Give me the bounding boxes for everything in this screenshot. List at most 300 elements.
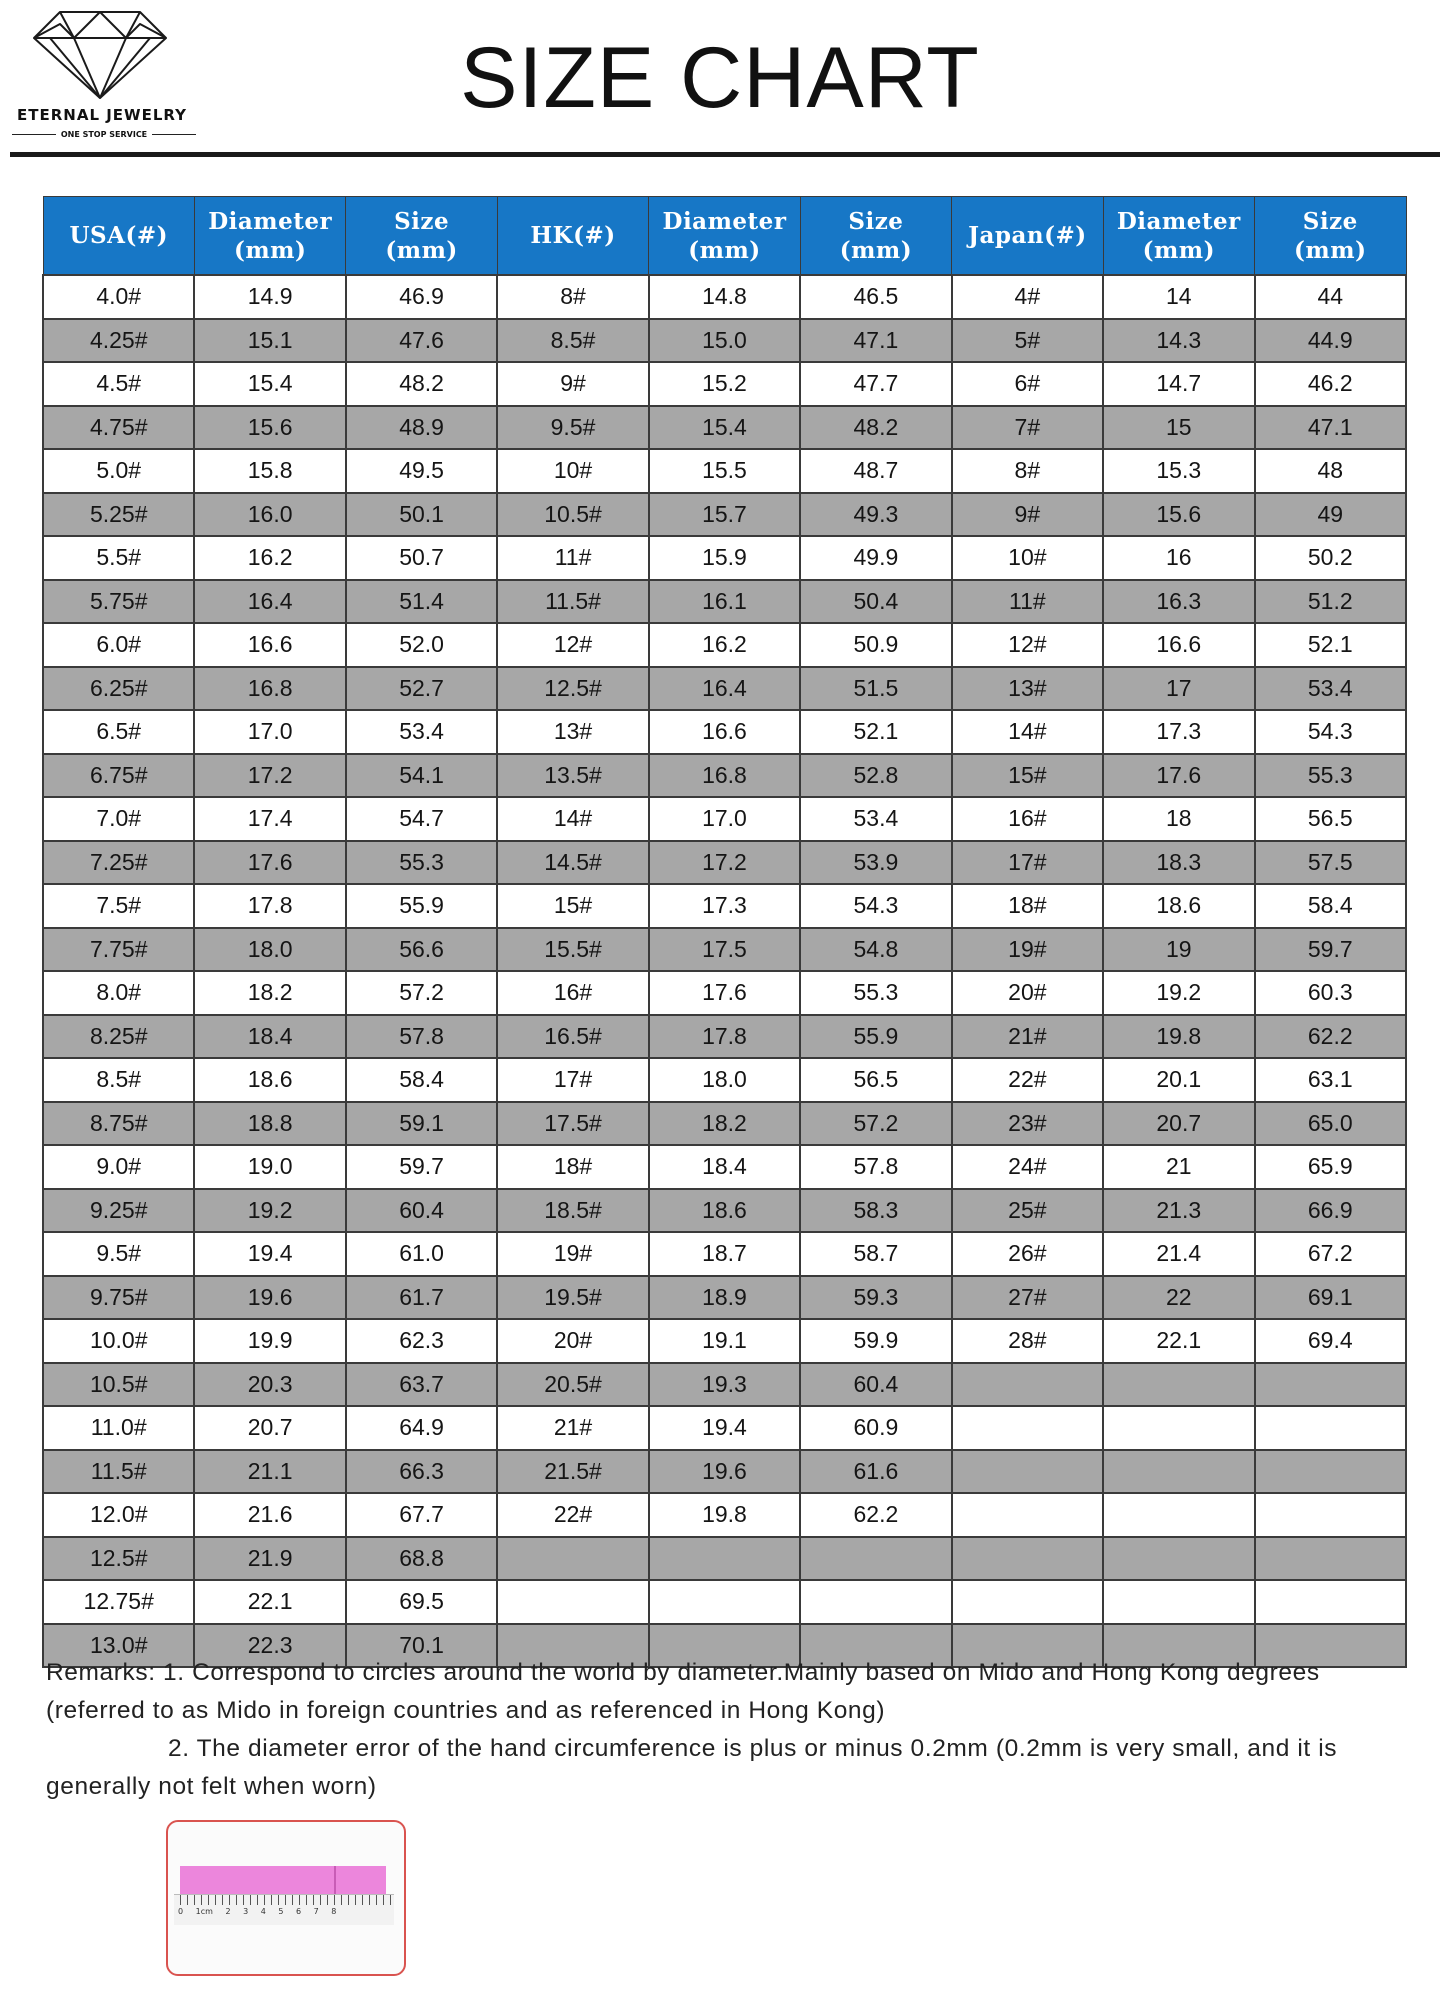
table-cell: 55.9 [800,1015,951,1059]
table-cell [1255,1493,1407,1537]
table-cell: 21.1 [194,1450,345,1494]
column-header-label: (mm) [1294,236,1367,264]
table-cell [952,1406,1103,1450]
column-header [800,197,951,276]
table-cell: 27# [952,1276,1103,1320]
table-cell: 16.8 [649,754,800,798]
table-cell [952,1450,1103,1494]
table-row [43,1145,1406,1189]
table-cell: 54.3 [800,884,951,928]
table-cell: 59.1 [346,1102,497,1146]
table-cell: 7.0# [43,797,194,841]
table-cell: 67.7 [346,1493,497,1537]
table-cell: 17.8 [194,884,345,928]
table-cell: 58.4 [1255,884,1407,928]
table-cell: 20# [497,1319,648,1363]
table-cell: 19.4 [649,1406,800,1450]
table-cell: 22.1 [1103,1319,1254,1363]
column-header-label: (mm) [1142,236,1215,264]
table-row [43,1493,1406,1537]
table-cell: 17.8 [649,1015,800,1059]
table-header [43,197,1406,276]
table-row [43,797,1406,841]
table-cell: 22.1 [194,1580,345,1624]
table-row [43,710,1406,754]
table-cell: 56.5 [1255,797,1407,841]
table-cell: 17.3 [649,884,800,928]
table-cell: 14.7 [1103,362,1254,406]
table-cell: 24# [952,1145,1103,1189]
table-cell: 59.7 [1255,928,1407,972]
table-cell: 46.5 [800,275,951,319]
table-cell: 18.6 [194,1058,345,1102]
table-cell: 16# [497,971,648,1015]
table-cell: 58.4 [346,1058,497,1102]
table-cell: 16.6 [649,710,800,754]
table-cell: 50.1 [346,493,497,537]
table-cell: 16.5# [497,1015,648,1059]
table-cell: 61.6 [800,1450,951,1494]
table-cell: 16.2 [194,536,345,580]
table-cell: 26# [952,1232,1103,1276]
table-cell: 15.7 [649,493,800,537]
table-cell [1103,1406,1254,1450]
table-cell [1103,1363,1254,1407]
pink-strip [180,1866,386,1894]
table-cell: 57.2 [346,971,497,1015]
table-cell [1103,1493,1254,1537]
table-cell: 20.7 [194,1406,345,1450]
table-cell: 15.4 [649,406,800,450]
table-cell: 17.2 [649,841,800,885]
table-cell: 16# [952,797,1103,841]
table-cell: 13# [497,710,648,754]
table-cell: 53.9 [800,841,951,885]
table-cell: 17# [497,1058,648,1102]
table-row [43,362,1406,406]
table-cell: 18.2 [194,971,345,1015]
size-chart-table [42,196,1407,1668]
table-cell: 11.5# [497,580,648,624]
table-cell: 17 [1103,667,1254,711]
table-cell [952,1363,1103,1407]
table-cell: 25# [952,1189,1103,1233]
table-cell: 12.5# [43,1537,194,1581]
table-cell: 66.3 [346,1450,497,1494]
table-cell: 17.2 [194,754,345,798]
table-cell: 6# [952,362,1103,406]
tagline-divider-left [12,134,56,135]
table-cell: 9.75# [43,1276,194,1320]
ruler-photo [166,1820,406,1976]
table-cell: 48 [1255,449,1407,493]
column-header-label: (mm) [839,236,913,264]
table-row [43,1537,1406,1581]
table-cell: 59.3 [800,1276,951,1320]
table-cell: 18# [952,884,1103,928]
table-cell: 4.75# [43,406,194,450]
table-cell: 62.2 [1255,1015,1407,1059]
table-cell: 52.8 [800,754,951,798]
table-cell: 54.3 [1255,710,1407,754]
table-cell [649,1537,800,1581]
table-cell: 6.0# [43,623,194,667]
table-cell [1255,1363,1407,1407]
table-cell: 49.5 [346,449,497,493]
table-cell: 46.9 [346,275,497,319]
table-cell: 22# [497,1493,648,1537]
table-cell [1103,1537,1254,1581]
column-header [346,197,497,276]
ruler-ticks [180,1895,392,1905]
table-cell: 52.1 [800,710,951,754]
table-cell: 60.9 [800,1406,951,1450]
table-cell: 18.7 [649,1232,800,1276]
table-cell: 46.2 [1255,362,1407,406]
table-cell: 10.5# [43,1363,194,1407]
table-cell: 16.0 [194,493,345,537]
brand-tagline-row [12,130,196,139]
table-cell: 20.7 [1103,1102,1254,1146]
table-cell [649,1580,800,1624]
table-cell: 15 [1103,406,1254,450]
table-cell: 55.3 [1255,754,1407,798]
table-cell: 18.6 [1103,884,1254,928]
table-cell: 19.4 [194,1232,345,1276]
table-cell: 13# [952,667,1103,711]
table-cell: 66.9 [1255,1189,1407,1233]
table-cell: 22 [1103,1276,1254,1320]
table-cell [1255,1537,1407,1581]
table-cell: 58.3 [800,1189,951,1233]
table-cell: 9# [952,493,1103,537]
table-cell: 19 [1103,928,1254,972]
column-header-label: Size [1302,207,1358,235]
table-cell: 15.4 [194,362,345,406]
table-cell: 18.3 [1103,841,1254,885]
table-cell: 19# [952,928,1103,972]
table-cell: 17.6 [1103,754,1254,798]
table-cell: 19.1 [649,1319,800,1363]
table-cell: 65.9 [1255,1145,1407,1189]
table-row [43,449,1406,493]
column-header-label: Size [394,207,450,235]
table-row [43,1406,1406,1450]
page-title: SIZE CHART [460,30,980,126]
table-cell: 51.4 [346,580,497,624]
table-cell: 69.5 [346,1580,497,1624]
table-row [43,1450,1406,1494]
table-cell: 19.2 [194,1189,345,1233]
column-header [952,197,1103,276]
table-cell: 51.2 [1255,580,1407,624]
table-cell: 19.8 [1103,1015,1254,1059]
table-cell [497,1580,648,1624]
remark-1: Remarks: 1. Correspond to circles around the world by diameter.Mainly based on Mido and Hong Kong degrees (referred to as Mido in foreign countries and as referenced in Hong Kong) [46,1659,1320,1724]
table-cell: 69.1 [1255,1276,1407,1320]
table-cell: 7.75# [43,928,194,972]
table-cell: 14.8 [649,275,800,319]
table-cell: 15.6 [194,406,345,450]
table-cell: 21.9 [194,1537,345,1581]
table-cell: 63.1 [1255,1058,1407,1102]
table-cell: 19.0 [194,1145,345,1189]
column-header [649,197,800,276]
table-cell: 11.0# [43,1406,194,1450]
table-cell: 21.3 [1103,1189,1254,1233]
table-row [43,406,1406,450]
column-header-label: Japan(#) [968,222,1087,249]
table-cell: 19.2 [1103,971,1254,1015]
table-cell: 4.0# [43,275,194,319]
table-cell: 14.3 [1103,319,1254,363]
table-cell: 48.7 [800,449,951,493]
column-header-label: USA(#) [69,222,168,249]
table-cell: 7# [952,406,1103,450]
table-row [43,493,1406,537]
column-header-label: (mm) [688,236,761,264]
table-cell: 18.2 [649,1102,800,1146]
table-cell [1103,1450,1254,1494]
table-cell: 17.3 [1103,710,1254,754]
table-cell: 20.3 [194,1363,345,1407]
table-cell: 18.9 [649,1276,800,1320]
table-cell: 10.0# [43,1319,194,1363]
table-cell: 15.8 [194,449,345,493]
table-cell: 56.5 [800,1058,951,1102]
table-cell: 8# [952,449,1103,493]
table-cell: 28# [952,1319,1103,1363]
table-cell: 19.6 [649,1450,800,1494]
table-cell: 15.3 [1103,449,1254,493]
table-cell: 56.6 [346,928,497,972]
table-cell: 21.4 [1103,1232,1254,1276]
table-cell: 16.1 [649,580,800,624]
table-cell: 18.0 [649,1058,800,1102]
table-cell: 53.4 [800,797,951,841]
table-cell: 61.7 [346,1276,497,1320]
column-header [194,197,345,276]
column-header-label: Diameter [662,207,787,235]
table-cell: 20# [952,971,1103,1015]
table-row [43,275,1406,319]
table-cell: 13.0# [43,1624,194,1668]
header-row [43,197,1406,276]
table-cell: 57.8 [800,1145,951,1189]
table-cell: 17.0 [194,710,345,754]
table-cell: 12.0# [43,1493,194,1537]
table-cell: 60.3 [1255,971,1407,1015]
table-cell: 50.4 [800,580,951,624]
table-row [43,754,1406,798]
table-cell: 5# [952,319,1103,363]
table-cell: 61.0 [346,1232,497,1276]
table-cell: 58.7 [800,1232,951,1276]
table-cell: 5.75# [43,580,194,624]
table-row [43,1580,1406,1624]
table-cell: 21 [1103,1145,1254,1189]
table-cell: 8.75# [43,1102,194,1146]
table-cell: 18.4 [194,1015,345,1059]
table-cell: 16.3 [1103,580,1254,624]
table-cell: 17# [952,841,1103,885]
table-cell: 8.5# [43,1058,194,1102]
table-cell: 51.5 [800,667,951,711]
table-cell: 62.2 [800,1493,951,1537]
table-row [43,841,1406,885]
brand-logo [8,8,196,144]
table-cell: 64.9 [346,1406,497,1450]
table-row [43,1276,1406,1320]
table-cell: 19.9 [194,1319,345,1363]
table-cell: 16 [1103,536,1254,580]
table-cell: 10.5# [497,493,648,537]
table-cell: 53.4 [1255,667,1407,711]
table-cell: 11.5# [43,1450,194,1494]
table-cell: 52.0 [346,623,497,667]
table-cell: 19# [497,1232,648,1276]
table-row [43,971,1406,1015]
table-cell: 49 [1255,493,1407,537]
table-cell [800,1537,951,1581]
table-cell: 10# [952,536,1103,580]
table-row [43,1189,1406,1233]
table-cell [800,1580,951,1624]
table-cell: 44 [1255,275,1407,319]
table-cell: 54.7 [346,797,497,841]
table-cell: 54.8 [800,928,951,972]
table-cell: 8.25# [43,1015,194,1059]
table-cell: 47.7 [800,362,951,406]
column-header-label: Size [848,207,904,235]
table-cell: 14.9 [194,275,345,319]
table-cell: 16.6 [1103,623,1254,667]
column-header-label: Diameter [208,207,333,235]
table-cell [1103,1580,1254,1624]
table-cell: 15.1 [194,319,345,363]
table-cell: 5.5# [43,536,194,580]
table-cell: 17.6 [649,971,800,1015]
table-cell: 15.5 [649,449,800,493]
table-cell: 15# [497,884,648,928]
table-cell: 16.8 [194,667,345,711]
table-row [43,667,1406,711]
table-cell: 8.5# [497,319,648,363]
remark-2: 2. The diameter error of the hand circumference is plus or minus 0.2mm (0.2mm is very small, and it is generally not felt when worn) [46,1735,1338,1800]
table-cell: 19.6 [194,1276,345,1320]
table-cell: 55.3 [800,971,951,1015]
table-cell: 12# [497,623,648,667]
table-cell: 17.4 [194,797,345,841]
table-cell: 17.5# [497,1102,648,1146]
table-cell: 59.9 [800,1319,951,1363]
table-cell: 18.0 [194,928,345,972]
table-cell: 20.5# [497,1363,648,1407]
table-cell: 48.9 [346,406,497,450]
table-cell: 21.6 [194,1493,345,1537]
table-cell: 6.5# [43,710,194,754]
table-cell: 47.6 [346,319,497,363]
table-cell: 7.5# [43,884,194,928]
table-cell: 18# [497,1145,648,1189]
table-cell: 4.5# [43,362,194,406]
table-cell: 8# [497,275,648,319]
table-cell [952,1580,1103,1624]
table-cell: 19.8 [649,1493,800,1537]
brand-name: ETERNAL JEWELRY [17,106,187,124]
table-cell: 53.4 [346,710,497,754]
table-cell: 14# [497,797,648,841]
table-cell [1255,1580,1407,1624]
table-cell: 22.3 [194,1624,345,1668]
table-row [43,1058,1406,1102]
table-cell [497,1537,648,1581]
table-cell [952,1493,1103,1537]
table-cell: 16.4 [649,667,800,711]
table-cell [1255,1406,1407,1450]
table-row [43,580,1406,624]
table-row [43,319,1406,363]
table-cell [952,1537,1103,1581]
table-cell: 48.2 [346,362,497,406]
table-cell: 21# [497,1406,648,1450]
table-cell: 15# [952,754,1103,798]
table-cell: 49.9 [800,536,951,580]
table-cell: 21# [952,1015,1103,1059]
table-cell: 4.25# [43,319,194,363]
table-cell: 16.6 [194,623,345,667]
table-cell: 15.9 [649,536,800,580]
table-cell: 67.2 [1255,1232,1407,1276]
column-header-label: HK(#) [530,222,616,249]
table-cell: 18.5# [497,1189,648,1233]
table-cell: 6.75# [43,754,194,798]
table-cell: 22# [952,1058,1103,1102]
table-cell: 19.3 [649,1363,800,1407]
table-cell: 70.1 [346,1624,497,1668]
table-cell: 4# [952,275,1103,319]
column-header [1103,197,1254,276]
table-cell: 12.75# [43,1580,194,1624]
table-cell: 18.8 [194,1102,345,1146]
table-cell: 52.7 [346,667,497,711]
table-cell: 57.8 [346,1015,497,1059]
table-cell: 55.9 [346,884,497,928]
table-cell: 18.4 [649,1145,800,1189]
table-cell: 20.1 [1103,1058,1254,1102]
table-cell: 17.0 [649,797,800,841]
table-cell: 5.0# [43,449,194,493]
table-cell: 69.4 [1255,1319,1407,1363]
table-cell: 50.9 [800,623,951,667]
table-cell: 15.2 [649,362,800,406]
table-cell: 14 [1103,275,1254,319]
table-cell: 16.4 [194,580,345,624]
table-cell: 54.1 [346,754,497,798]
ruler-image [174,1894,394,1925]
table-cell: 16.2 [649,623,800,667]
table-cell: 59.7 [346,1145,497,1189]
column-header [43,197,194,276]
table-cell: 11# [497,536,648,580]
table-cell: 65.0 [1255,1102,1407,1146]
brand-tagline: ONE STOP SERVICE [60,130,148,139]
table-row [43,1363,1406,1407]
table-cell: 57.2 [800,1102,951,1146]
table-cell: 50.2 [1255,536,1407,580]
table-cell: 50.7 [346,536,497,580]
table-cell: 63.7 [346,1363,497,1407]
